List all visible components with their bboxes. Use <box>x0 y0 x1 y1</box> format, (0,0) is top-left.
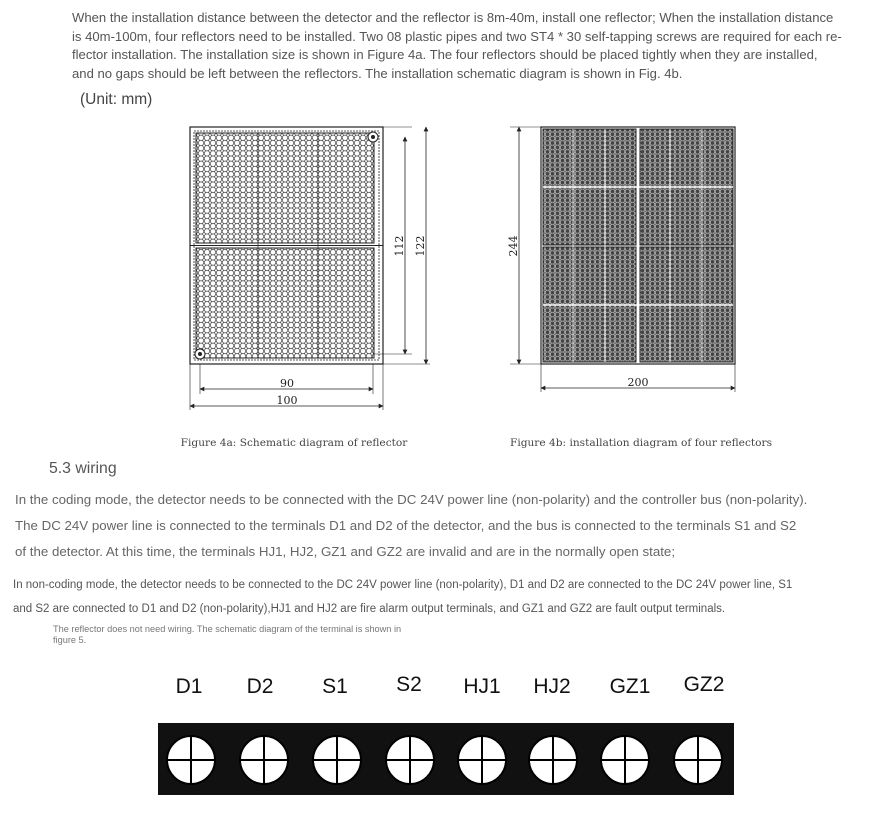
terminal-label-gz1: GZ1 <box>609 675 651 698</box>
dim-width-total: 200 <box>627 376 649 389</box>
dim-width-outer: 100 <box>276 394 298 407</box>
terminal-screw-icon <box>386 736 434 784</box>
terminal-label-gz2: GZ2 <box>683 673 725 696</box>
figure-4a-caption: Figure 4a: Schematic diagram of reflector <box>180 437 408 449</box>
coding-mode-paragraph <box>15 487 885 566</box>
terminal-screw-icon <box>167 736 215 784</box>
dim-height-total: 244 <box>507 235 520 257</box>
dim-width-inner: 90 <box>280 377 294 390</box>
figure-4a-reflector <box>190 127 430 410</box>
paragraph-line: In non-coding mode, the detector needs to be connected to the DC 24V power line (non-polarity), D1 and D2 are connected to the DC 24V power line, S1 <box>13 579 793 591</box>
terminal-screw-icon <box>529 736 577 784</box>
paragraph-line: In the coding mode, the detector needs to be connected with the DC 24V power line (non-polarity) and the controller bus (non-polarity). <box>15 492 808 507</box>
intro-line: flector installation. The installation size is shown in Figure 4a. The four reflectors should be placed tightly when they are installed, <box>72 47 818 63</box>
terminal-label-hj2: HJ2 <box>533 675 571 698</box>
section-heading: 5.3 wiring <box>49 460 117 477</box>
paragraph-line: The reflector does not need wiring. The schematic diagram of the terminal is shown in <box>53 624 402 634</box>
terminal-screw-icon <box>458 736 506 784</box>
intro-line: and no gaps should be left between the reflectors. The installation schematic diagram is shown in Fig. 4b. <box>72 65 683 81</box>
intro-line: When the installation distance between the detector and the reflector is 8m-40m, install one reflector; When the installation distance <box>72 10 834 25</box>
terminal-label-s2: S2 <box>396 673 422 696</box>
dim-height-outer: 122 <box>414 235 427 257</box>
terminal-label-d2: D2 <box>246 675 274 698</box>
terminal-label-s1: S1 <box>322 675 348 698</box>
terminal-screw-icon <box>601 736 649 784</box>
non-coding-mode-paragraph <box>13 573 873 622</box>
figure-4b-four-reflectors <box>507 127 735 392</box>
paragraph-line: figure 5. <box>53 634 87 645</box>
reflector-note <box>53 624 463 645</box>
terminal-label-d1: D1 <box>175 675 203 698</box>
paragraph-line: The DC 24V power line is connected to the terminals D1 and D2 of the detector, and the bus is connected to the terminals S1 and S2 <box>15 518 797 534</box>
terminal-screw-icon <box>240 736 288 784</box>
dim-height-inner: 112 <box>393 235 406 257</box>
reflector-top-half <box>196 133 374 243</box>
paragraph-line: and S2 are connected to D1 and D2 (non-polarity),HJ1 and HJ2 are fire alarm output terminals, and GZ1 and GZ2 are fault output terminals. <box>13 603 726 616</box>
terminal-screw-icon <box>313 736 361 784</box>
figure-4b-caption: Figure 4b: installation diagram of four reflectors <box>509 437 773 449</box>
intro-line: is 40m-100m, four reflectors need to be installed. Two 08 plastic pipes and two ST4 * 30 self-tapping screws are required for each re- <box>72 28 842 44</box>
reflector-bottom-half <box>196 248 374 358</box>
terminal-block <box>158 723 734 795</box>
terminal-label-hj1: HJ1 <box>463 675 501 698</box>
unit-label: (Unit: mm) <box>80 91 153 108</box>
paragraph-line: of the detector. At this time, the terminals HJ1, HJ2, GZ1 and GZ2 are invalid and are in the normally open state; <box>15 544 676 560</box>
terminal-screw-icon <box>674 736 722 784</box>
